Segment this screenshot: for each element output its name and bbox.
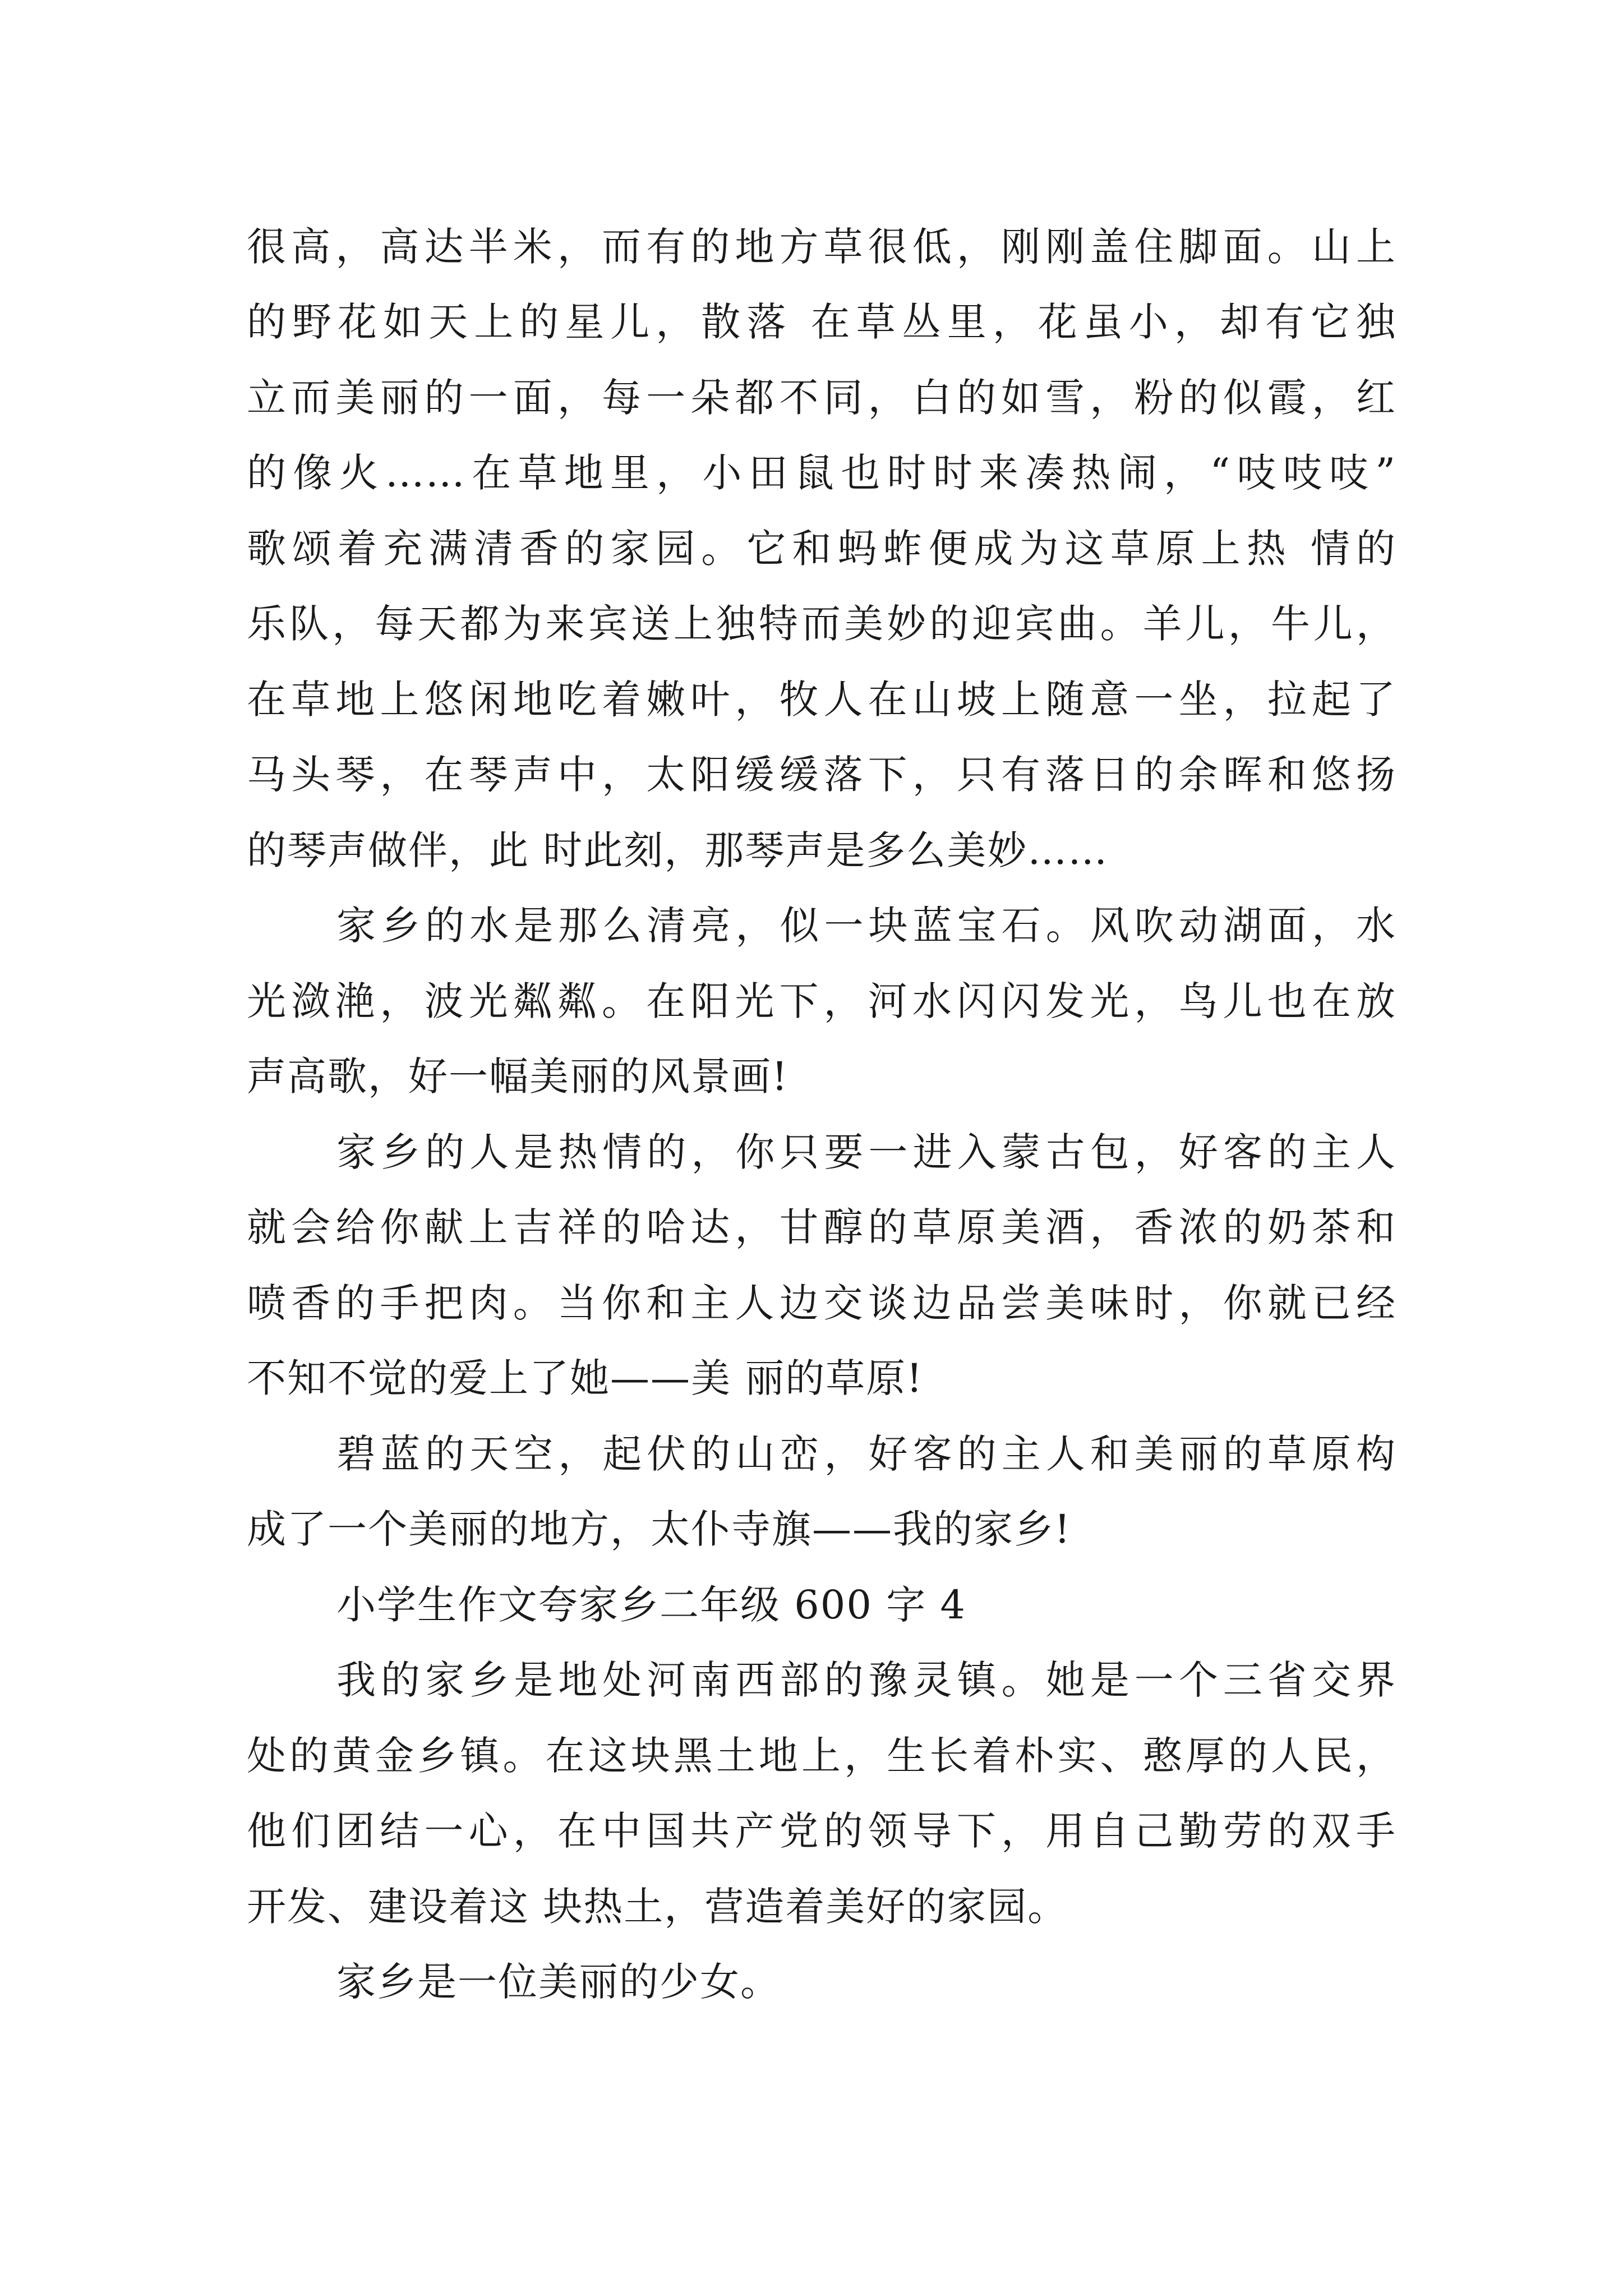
text-line: 立而美丽的一面，每一朵都不同，白的如雪，粉的似霞，红 (247, 375, 1396, 421)
text-line: 他们团结一心，在中国共产党的领导下，用自己勤劳的双手 (247, 1808, 1396, 1854)
text-line: 的像火……在草地里，小田鼠也时时来凑热闹，“吱吱吱” (247, 450, 1396, 496)
text-line: 的琴声做伴，此 时此刻，那琴声是多么美妙…… (247, 827, 1109, 873)
paragraph-first-line: 我的家乡是地处河南西部的豫灵镇。她是一个三省交界 (336, 1657, 1396, 1703)
text-line: 喷香的手把肉。当你和主人边交谈边品尝美味时，你就已经 (247, 1280, 1396, 1326)
paragraph-first-line: 家乡是一位美丽的少女。 (336, 1959, 781, 2005)
text-line: 光潋滟，波光粼粼。在阳光下，河水闪闪发光，鸟儿也在放 (247, 978, 1396, 1024)
paragraph-first-line: 家乡的人是热情的，你只要一进入蒙古包，好客的主人 (336, 1129, 1396, 1175)
section-heading: 小学生作文夸家乡二年级 600 字 4 (336, 1582, 966, 1628)
paragraph-first-line: 碧蓝的天空，起伏的山峦，好客的主人和美丽的草原构 (336, 1431, 1396, 1477)
text-line: 的野花如天上的星儿，散落 在草丛里，花虽小，却有它独 (247, 299, 1396, 345)
paragraph-first-line: 家乡的水是那么清亮，似一块蓝宝石。风吹动湖面，水 (336, 903, 1396, 949)
text-line: 很高，高达半米，而有的地方草很低，刚刚盖住脚面。山上 (247, 224, 1396, 270)
text-line: 成了一个美丽的地方，太仆寺旗——我的家乡! (247, 1506, 1072, 1552)
text-line: 声高歌，好一幅美丽的风景画! (247, 1053, 789, 1099)
text-line: 歌颂着充满清香的家园。它和蚂蚱便成为这草原上热 情的 (247, 526, 1396, 572)
text-line: 在草地上悠闲地吃着嫩叶，牧人在山坡上随意一坐，拉起了 (247, 677, 1396, 723)
text-line: 开发、建设着这 块热土，营造着美好的家园。 (247, 1884, 1068, 1930)
text-line: 乐队，每天都为来宾送上独特而美妙的迎宾曲。羊儿，牛儿， (247, 601, 1396, 647)
text-line: 就会给你献上吉祥的哈达，甘醇的草原美酒，香浓的奶茶和 (247, 1204, 1396, 1250)
text-line: 处的黄金乡镇。在这块黑土地上，生长着朴实、憨厚的人民， (247, 1733, 1396, 1779)
text-line: 马头琴，在琴声中，太阳缓缓落下，只有落日的余晖和悠扬 (247, 752, 1396, 798)
text-line: 不知不觉的爱上了她——美 丽的草原! (247, 1355, 924, 1401)
